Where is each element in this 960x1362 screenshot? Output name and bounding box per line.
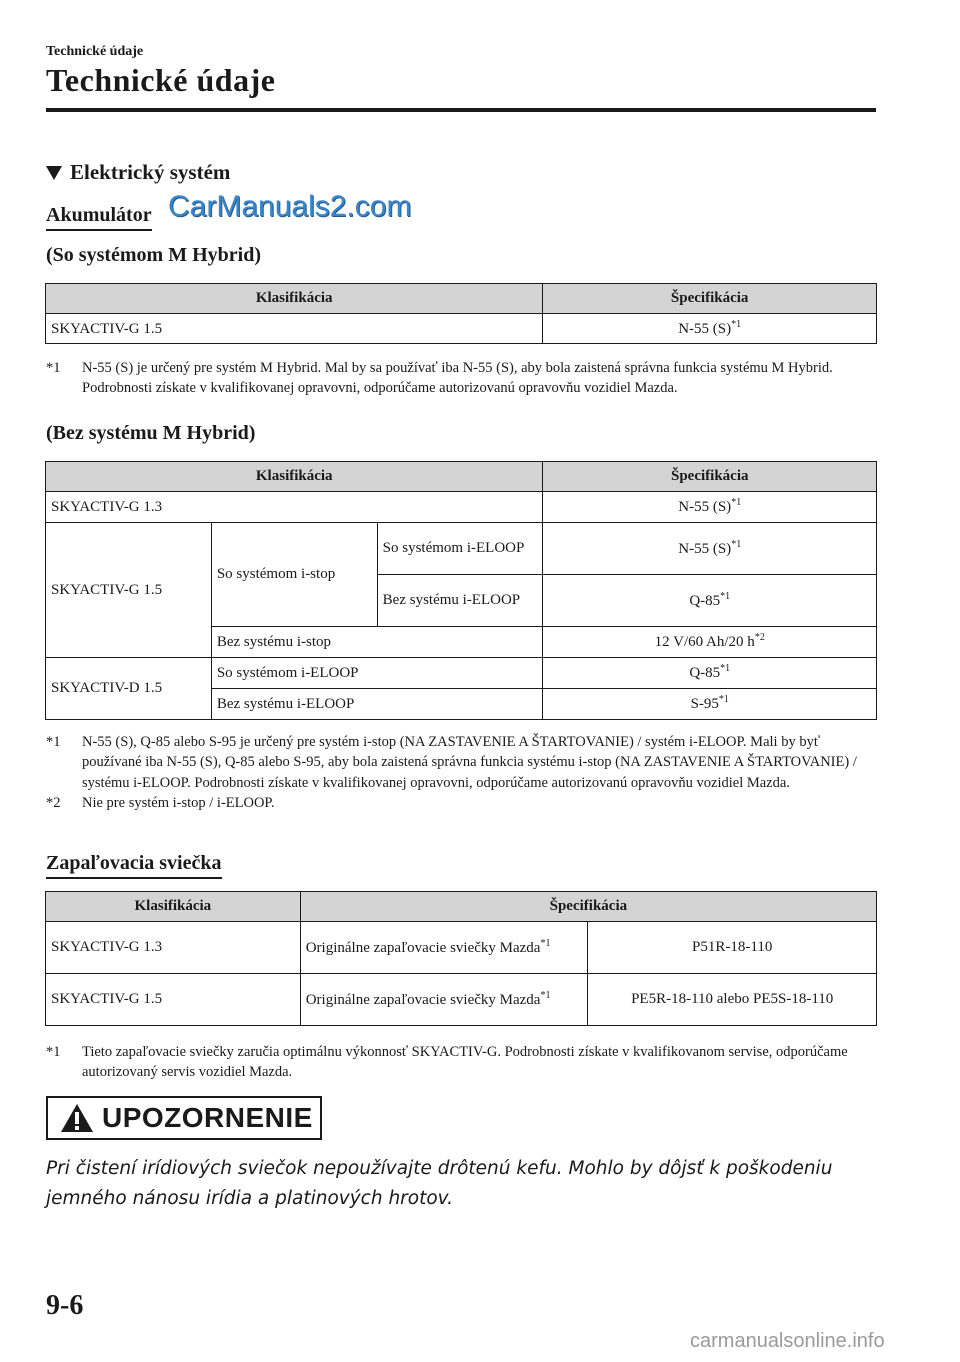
standard-footnotes (46, 732, 876, 813)
cell-spec: N-55 $(S)^{*1}$ (543, 314, 877, 344)
cell-model: SKYACTIV-G 1.5 (46, 523, 212, 658)
footnote-mark: *1 (46, 360, 61, 376)
cell-model: SKYACTIV-G 1.5 (46, 974, 301, 1026)
cell-plug-type: Originálne zapaľovacie sviečky Mazda$^{*1}$ (300, 922, 588, 974)
cell-eloop: So systémom i-ELOOP (377, 523, 543, 575)
battery-heading: Akumulátor (46, 204, 152, 231)
cell-model: SKYACTIV-G 1.3 (46, 492, 543, 523)
cell-eloop: So systémom i-ELOOP (211, 658, 543, 689)
cell-model: SKYACTIV-D 1.5 (46, 658, 212, 720)
section-title-text: Elektrický systém (70, 160, 231, 184)
cell-model: SKYACTIV-G 1.5 (46, 314, 543, 344)
watermark-logo: CarManuals2.com (168, 190, 412, 223)
section-title (46, 160, 230, 185)
cell-eloop: Bez systému i-ELOOP (211, 689, 543, 720)
footnote-mark: *1 (46, 734, 61, 750)
hybrid-footnote (46, 358, 876, 399)
table-row (46, 314, 877, 344)
cell-spec: P51R-18-110 (588, 922, 877, 974)
cell-spec: PE5R-18-110 alebo PE5S-18-110 (588, 974, 877, 1026)
cell-spec: N-55 $(S)^{*1}$ (543, 523, 877, 575)
cell-spec: Q-85$^{*1}$ (543, 658, 877, 689)
page-number: 9-6 (46, 1290, 84, 1321)
warning-label: UPOZORNENIE (102, 1102, 313, 1133)
triangle-down-icon (46, 166, 62, 180)
spark-plug-table (45, 891, 877, 1026)
warning-icon (60, 1103, 94, 1133)
with-hybrid-heading: (So systémom M Hybrid) (46, 244, 261, 266)
table-row (46, 492, 877, 523)
page-title: Technické údaje (46, 62, 276, 98)
cell-spec: Q-85$^{*1}$ (543, 575, 877, 627)
col-header-specification: Špecifikácia (543, 284, 877, 314)
warning-box (46, 1096, 322, 1140)
cell-istop: So systémom i-stop (211, 523, 377, 627)
col-header-classification: Klasifikácia (46, 284, 543, 314)
spark-plug-heading: Zapaľovacia sviečka (46, 852, 222, 879)
cell-spec: 12 V/60 Ah/20 $h^{*2}$ (543, 627, 877, 658)
cell-model: SKYACTIV-G 1.3 (46, 922, 301, 974)
col-header-specification: Špecifikácia (543, 462, 877, 492)
footnote-mark: *1 (46, 1044, 61, 1060)
table-row (46, 658, 877, 689)
cell-istop: Bez systému i-stop (211, 627, 543, 658)
battery-standard-table (45, 461, 877, 720)
without-hybrid-heading: (Bez systému M Hybrid) (46, 422, 256, 444)
col-header-specification: Špecifikácia (300, 892, 876, 922)
footer-watermark: carmanualsonline.info (690, 1330, 885, 1352)
cell-spec: S-95$^{*1}$ (543, 689, 877, 720)
cell-eloop: Bez systému i-ELOOP (377, 575, 543, 627)
footnote-mark: *2 (46, 794, 61, 811)
footnote-text: Nie pre systém i-stop / i-ELOOP. (82, 794, 275, 811)
table-row (46, 974, 877, 1026)
table-row (46, 922, 877, 974)
col-header-classification: Klasifikácia (46, 462, 543, 492)
cell-plug-type: Originálne zapaľovacie sviečky Mazda$^{*1}$ (300, 974, 588, 1026)
col-header-classification: Klasifikácia (46, 892, 301, 922)
footnote-text: N-55 (S) je určený pre systém M Hybrid. Mal by sa používať iba N-55 (S), aby bola zaistená správna funkcia systému M Hybrid. Podrobnosti získate v kvalifikovanej opravovni, odporúčame autorizovanú opravovňu vozidiel Mazda. (82, 360, 833, 397)
running-header: Technické údaje (46, 44, 144, 59)
warning-text: Pri čistení irídiových sviečok nepoužívajte drôtenú kefu. Mohlo by dôjsť k poškodeniu jemného nánosu irídia a platinových hrotov. (46, 1158, 833, 1209)
cell-spec: N-55 $(S)^{*1}$ (543, 492, 877, 523)
table-row (46, 523, 877, 575)
header-rule (46, 108, 876, 112)
spark-plug-footnote (46, 1042, 876, 1083)
footnote-text: N-55 (S), Q-85 alebo S-95 je určený pre systém i-stop (NA ZASTAVENIE A ŠTARTOVANIE) / systém i-ELOOP. Mali by byť používané iba N-55 (S), Q-85 alebo S-95, aby bola zaistená správna funkcia systému i-stop (NA ZASTAVENIE A ŠTARTOVANIE) / systému i-ELOOP. Podrobnosti získate v kvalifikovanej opravovni, odporúčame autorizovanú opravovňu vozidiel Mazda. (82, 734, 857, 791)
battery-hybrid-table (45, 283, 877, 344)
footnote-text: Tieto zapaľovacie sviečky zaručia optimálnu výkonnosť SKYACTIV-G. Podrobnosti získate v kvalifikovanom servise, odporúčame autorizovaný servis vozidiel Mazda. (82, 1044, 848, 1081)
